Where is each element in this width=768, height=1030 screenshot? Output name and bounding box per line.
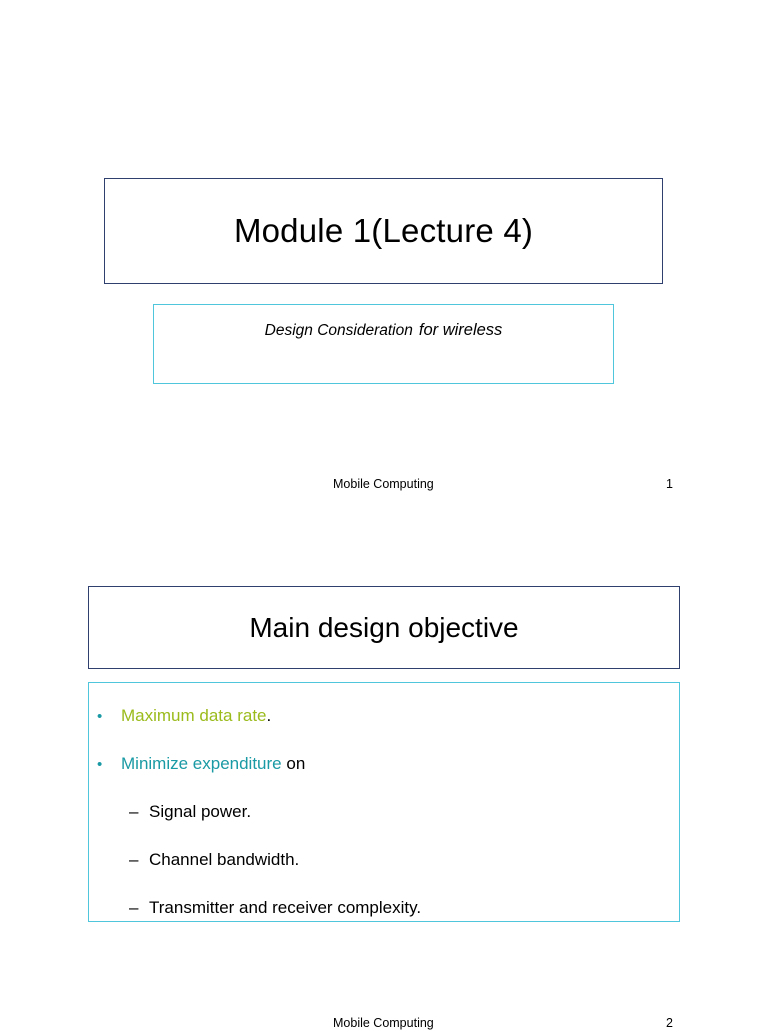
bullet-highlight-text: Maximum data rate (121, 706, 267, 725)
bullet-suffix-text: . (266, 706, 272, 725)
slide1-footer: Mobile Computing (333, 477, 434, 491)
slide1-subtitle-box (153, 304, 614, 384)
slide2-content-box (88, 682, 680, 922)
sub-bullet-text: Transmitter and receiver complexity. (149, 898, 422, 917)
sub-bullet-item (129, 898, 421, 918)
slide2-footer: Mobile Computing (333, 1016, 434, 1030)
slide2-title-box (88, 586, 680, 669)
slide1-subtitle (154, 321, 613, 340)
dash-marker: – (129, 802, 139, 821)
slide1-subtitle-part2: for wireless (418, 321, 503, 339)
slide1-subtitle-part1: Design Consideration (264, 322, 413, 339)
dash-marker: – (129, 850, 139, 869)
sub-bullet-item (129, 802, 251, 822)
dash-marker: – (129, 898, 139, 917)
slide1-page-number: 1 (666, 477, 673, 491)
slide1-title-box (104, 178, 663, 284)
sub-bullet-text: Channel bandwidth. (149, 850, 300, 869)
slide1-title: Module 1(Lecture 4) (233, 212, 534, 249)
bullet-dot: • (97, 708, 103, 725)
sub-bullet-text: Signal power. (149, 802, 252, 821)
bullet-dot: • (97, 756, 103, 773)
bullet-suffix-text: on (281, 754, 306, 773)
sub-bullet-item (129, 850, 299, 870)
bullet-highlight-text: Minimize expenditure (121, 754, 282, 773)
bullet-item-minimize-expenditure (121, 754, 305, 774)
bullet-item-max-data-rate (121, 706, 271, 726)
slide2-page-number: 2 (666, 1016, 673, 1030)
slide2-title: Main design objective (249, 611, 519, 643)
